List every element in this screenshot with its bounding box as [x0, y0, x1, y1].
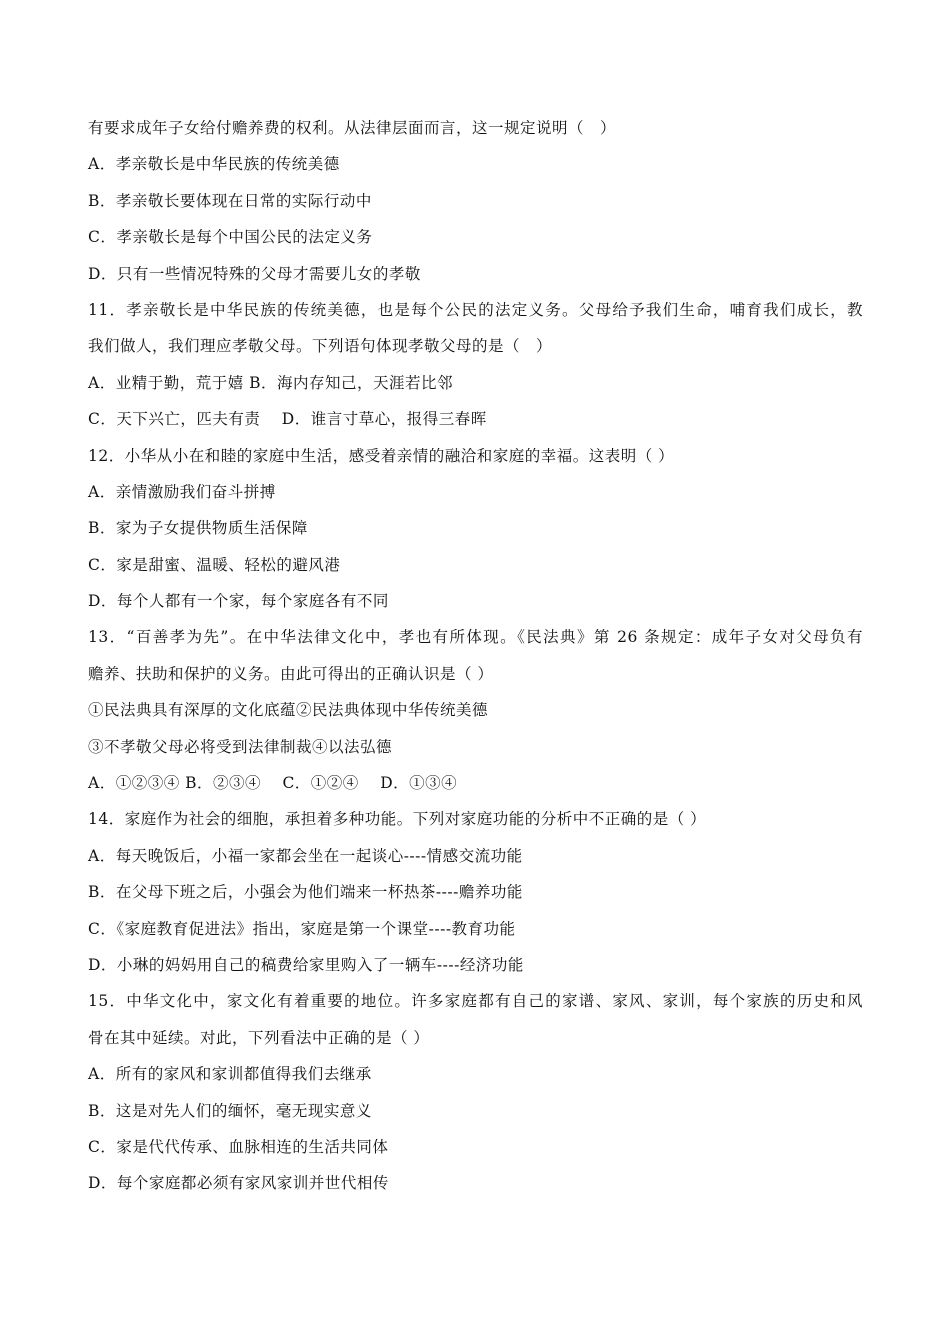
q12-stem: 12．小华从小在和睦的家庭中生活，感受着亲情的融洽和家庭的幸福。这表明（ ） — [88, 446, 675, 465]
q12-option-a: A．亲情激励我们奋斗拼搏 — [88, 482, 276, 501]
q15-option-c: C．家是代代传承、血脉相连的生活共同体 — [88, 1137, 389, 1156]
q10-option-c: C．孝亲敬长是每个中国公民的法定义务 — [88, 228, 373, 247]
q14-option-d: D．小琳的妈妈用自己的稿费给家里购入了一辆车----经济功能 — [88, 955, 524, 974]
q12-option-d: D．每个人都有一个家，每个家庭各有不同 — [88, 592, 389, 611]
question-list — [88, 114, 863, 1206]
q13-stem-line-1: 13．“百善孝为先”。在中华法律文化中，孝也有所体现。《民法典》第 26 条规定：成年子女对父母负有 — [88, 628, 863, 647]
q14-stem: 14．家庭作为社会的细胞，承担着多种功能。下列对家庭功能的分析中不正确的是（ ） — [88, 810, 707, 829]
q14-option-c: C．《家庭教育促进法》指出，家庭是第一个课堂----教育功能 — [88, 919, 516, 938]
q13-options-line: A．①②③④ B．②③④ C．①②④ D．①③④ — [88, 774, 458, 793]
q14-option-a: A．每天晚饭后，小福一家都会坐在一起谈心----情感交流功能 — [88, 846, 523, 865]
q11-options-line-1: A．业精于勤，荒于嬉 B．海内存知己，天涯若比邻 — [88, 373, 454, 392]
q13-stem-line-2: 赡养、扶助和保护的义务。由此可得出的正确认识是（ ） — [88, 664, 494, 683]
q10-option-b: B．孝亲敬长要体现在日常的实际行动中 — [88, 191, 372, 210]
q12-option-b: B．家为子女提供物质生活保障 — [88, 519, 308, 538]
q15-option-b: B．这是对先人们的缅怀，毫无现实意义 — [88, 1101, 372, 1120]
q13-statements-line-1: ①民法典具有深厚的文化底蕴②民法典体现中华传统美德 — [88, 701, 489, 720]
q15-option-a: A．所有的家风和家训都值得我们去继承 — [88, 1065, 372, 1084]
q10-stem: 有要求成年子女给付赡养费的权利。从法律层面而言，这一规定说明（ ） — [88, 119, 617, 137]
q11-stem-line-1: 11．孝亲敬长是中华民族的传统美德，也是每个公民的法定义务。父母给予我们生命，哺育我们成长，教 — [88, 300, 863, 319]
q14-option-b: B．在父母下班之后，小强会为他们端来一杯热茶----赡养功能 — [88, 883, 523, 902]
q15-stem-line-1: 15．中华文化中，家文化有着重要的地位。许多家庭都有自己的家谱、家风、家训，每个家族的历史和风 — [88, 992, 863, 1011]
q15-option-d: D．每个家庭都必须有家风家训并世代相传 — [88, 1174, 389, 1193]
q10-option-a: A．孝亲敬长是中华民族的传统美德 — [88, 155, 340, 174]
q11-options-line-2: C．天下兴亡，匹夫有责 D．谁言寸草心，报得三春晖 — [88, 410, 487, 429]
q15-stem-line-2: 骨在其中延续。对此，下列看法中正确的是（ ） — [88, 1028, 430, 1047]
q12-option-c: C．家是甜蜜、温暖、轻松的避风港 — [88, 555, 341, 574]
q13-statements-line-2: ③不孝敬父母必将受到法律制裁④以法弘德 — [88, 737, 393, 756]
q11-stem-line-2: 我们做人，我们理应孝敬父母。下列语句体现孝敬父母的是（ ） — [88, 337, 553, 356]
q10-option-d: D．只有一些情况特殊的父母才需要儿女的孝敬 — [88, 264, 421, 283]
